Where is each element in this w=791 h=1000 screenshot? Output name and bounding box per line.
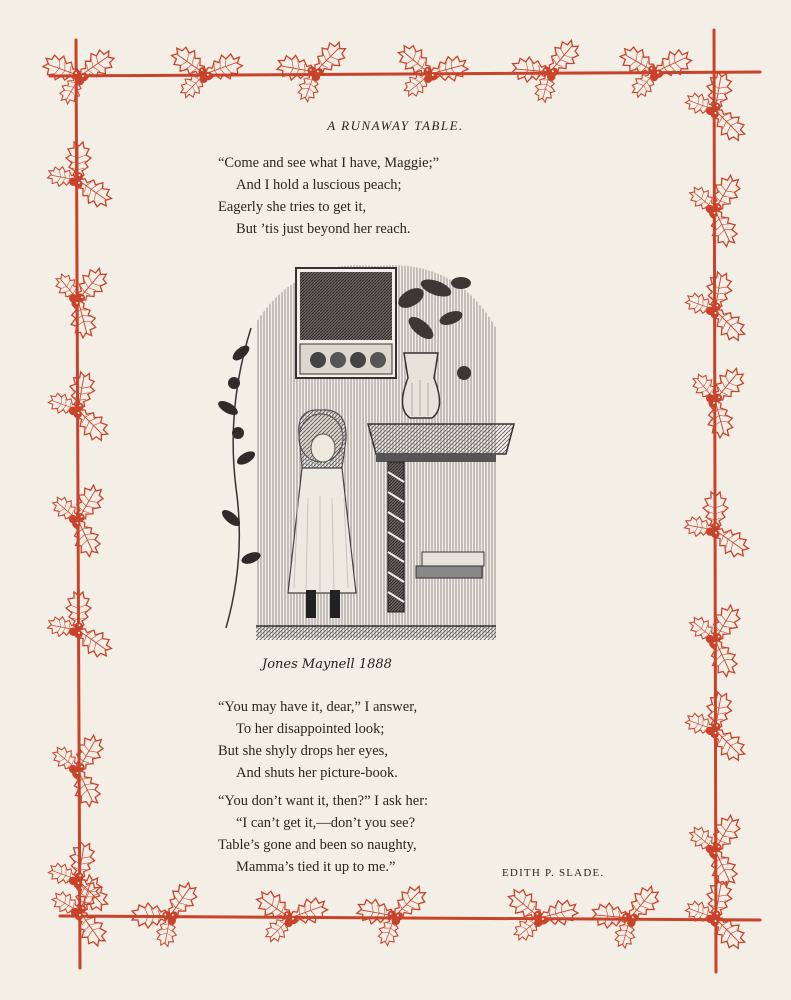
stanza-1 xyxy=(218,152,439,240)
illustration-signature: Jones Maynell 1888 xyxy=(262,657,392,672)
poem-line: And I hold a luscious peach; xyxy=(236,177,402,193)
poem-line: “You don’t want it, then?” I ask her: xyxy=(218,793,429,809)
poem-line: “Come and see what I have, Maggie;” xyxy=(218,155,440,171)
poem-line: And shuts her picture-book. xyxy=(236,765,398,781)
poem-line: “You may have it, dear,” I answer, xyxy=(218,699,418,715)
poem-line: To her disappointed look; xyxy=(236,721,385,737)
poem-line: Eagerly she tries to get it, xyxy=(218,199,367,215)
stanza-2 xyxy=(218,696,417,784)
stanza-3 xyxy=(218,790,428,878)
poem-line: Mamma’s tied it up to me.” xyxy=(236,859,396,875)
poem-line: Table’s gone and been so naughty, xyxy=(218,837,417,853)
poem-line: But she shyly drops her eyes, xyxy=(218,743,388,759)
poem-line: “I can’t get it,—don’t you see? xyxy=(236,815,416,831)
illustration-girl-by-table xyxy=(206,258,526,686)
author-credit: EDITH P. SLADE. xyxy=(502,867,605,879)
poem-line: But ’tis just beyond her reach. xyxy=(236,221,411,237)
poem-title: A RUNAWAY TABLE. xyxy=(327,118,464,133)
